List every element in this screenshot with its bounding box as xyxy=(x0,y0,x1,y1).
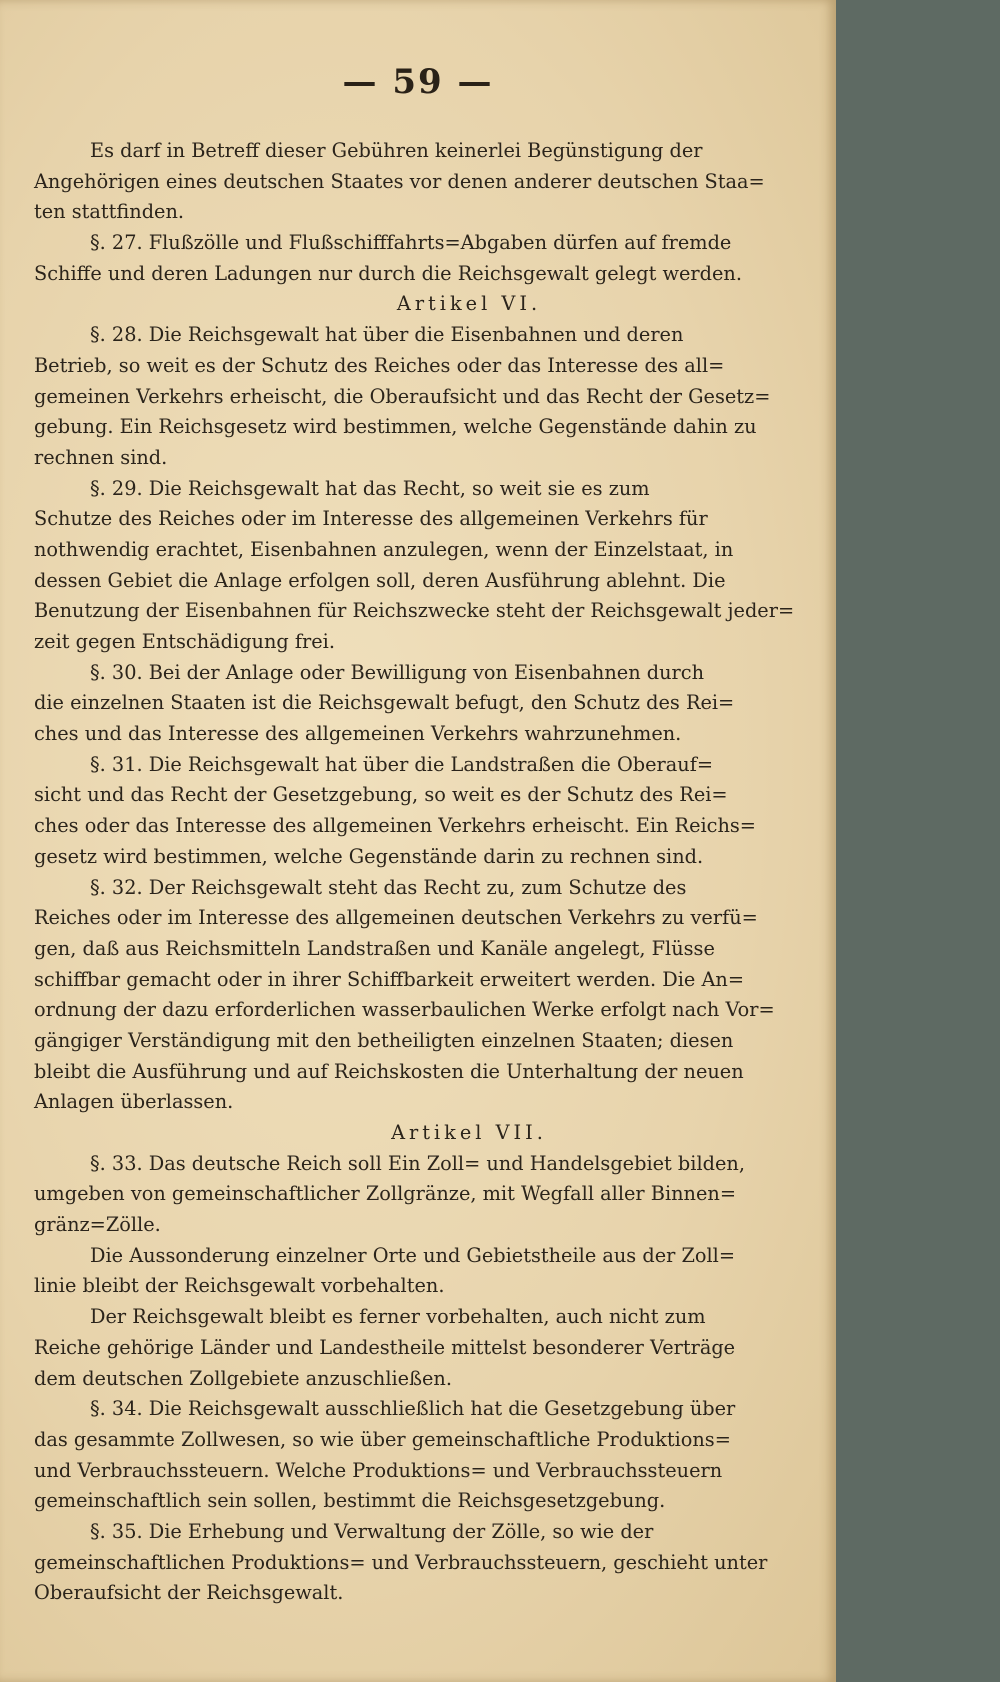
text-line: ches und das Interesse des allgemeinen Verkehrs wahrzunehmen. xyxy=(34,722,682,746)
text-line: §. 33. Das deutsche Reich soll Ein Zoll= und Handelsgebiet bilden, xyxy=(90,1151,745,1175)
text-line: linie bleibt der Reichsgewalt vorbehalten. xyxy=(34,1274,445,1298)
text-line: gebung. Ein Reichsgesetz wird bestimmen, welche Gegenstände dahin zu xyxy=(34,415,757,439)
text-line: Schiffe und deren Ladungen nur durch die Reichsgewalt gelegt werden. xyxy=(34,261,742,285)
text-line: Die Aussonderung einzelner Orte und Gebietstheile aus der Zoll= xyxy=(90,1243,736,1267)
text-line: und Verbrauchssteuern. Welche Produktions= und Verbrauchssteuern xyxy=(34,1458,723,1482)
text-line: gen, daß aus Reichsmitteln Landstraßen und Kanäle angelegt, Flüsse xyxy=(34,936,715,960)
text-line: rechnen sind. xyxy=(34,445,168,469)
text-line: Anlagen überlassen. xyxy=(34,1090,234,1114)
text-line: §. 35. Die Erhebung und Verwaltung der Zölle, so wie der xyxy=(90,1519,654,1543)
text-line: §. 29. Die Reichsgewalt hat das Recht, so weit sie es zum xyxy=(90,476,650,500)
text-line: Betrieb, so weit es der Schutz des Reiches oder das Interesse des all= xyxy=(34,353,725,377)
text-line: Es darf in Betreff dieser Gebühren keinerlei Begünstigung der xyxy=(90,139,703,162)
text-line: §. 32. Der Reichsgewalt steht das Recht zu, zum Schutze des xyxy=(90,875,687,899)
text-line: Reiche gehörige Länder und Landestheile mittelst besonderer Verträge xyxy=(34,1335,736,1359)
text-line: schiffbar gemacht oder in ihrer Schiffbarkeit erweitert werden. Die An= xyxy=(34,967,745,991)
text-line: umgeben von gemeinschaftlicher Zollgränze, mit Wegfall aller Binnen= xyxy=(34,1182,736,1206)
text-line: §. 28. Die Reichsgewalt hat über die Eisenbahnen und deren xyxy=(90,323,684,347)
text-line: gränz=Zölle. xyxy=(34,1213,161,1237)
page-text xyxy=(34,136,904,1609)
text-line: ordnung der dazu erforderlichen wasserbaulichen Werke erfolgt nach Vor= xyxy=(34,998,775,1022)
text-line: gemeinschaftlichen Produktions= und Verbrauchssteuern, geschieht unter xyxy=(34,1550,768,1574)
text-line: Reiches oder im Interesse des allgemeinen deutschen Verkehrs zu verfü= xyxy=(34,906,758,930)
text-line: die einzelnen Staaten ist die Reichsgewalt befugt, den Schutz des Rei= xyxy=(34,691,735,715)
text-line: Benutzung der Eisenbahnen für Reichszwecke steht der Reichsgewalt jeder= xyxy=(34,599,795,623)
text-line: §. 31. Die Reichsgewalt hat über die Landstraßen die Oberauf= xyxy=(90,752,714,776)
text-line: §. 30. Bei der Anlage oder Bewilligung von Eisenbahnen durch xyxy=(90,660,704,684)
text-line: Oberaufsicht der Reichsgewalt. xyxy=(34,1581,344,1605)
text-line: gemeinen Verkehrs erheischt, die Oberaufsicht und das Recht der Gesetz= xyxy=(34,384,771,408)
text-line: Schutze des Reiches oder im Interesse des allgemeinen Verkehrs für xyxy=(34,507,708,531)
text-line: Angehörigen eines deutschen Staates vor denen anderer deutschen Staa= xyxy=(34,169,765,193)
text-line: dessen Gebiet die Anlage erfolgen soll, deren Ausführung ablehnt. Die xyxy=(34,568,726,592)
text-line: gängiger Verständigung mit den betheiligten einzelnen Staaten; diesen xyxy=(34,1028,734,1052)
article-heading: Artikel VII. xyxy=(391,1121,547,1144)
text-line: gemeinschaftlich sein sollen, bestimmt die Reichsgesetzgebung. xyxy=(34,1489,666,1513)
text-line: nothwendig erachtet, Eisenbahnen anzulegen, wenn der Einzelstaat, in xyxy=(34,537,734,561)
article-heading: Artikel VI. xyxy=(396,292,542,316)
text-line: §. 34. Die Reichsgewalt ausschließlich hat die Gesetzgebung über xyxy=(90,1397,736,1421)
text-line: ten stattfinden. xyxy=(34,200,185,224)
text-line: bleibt die Ausführung und auf Reichskosten die Unterhaltung der neuen xyxy=(34,1059,744,1083)
text-line: §. 27. Flußzölle und Flußschifffahrts=Abgaben dürfen auf fremde xyxy=(90,231,732,255)
text-line: sicht und das Recht der Gesetzgebung, so weit es der Schutz des Rei= xyxy=(34,783,728,807)
text-line: ches oder das Interesse des allgemeinen Verkehrs erheischt. Ein Reichs= xyxy=(34,814,756,838)
text-line: Der Reichsgewalt bleibt es ferner vorbehalten, auch nicht zum xyxy=(90,1305,706,1329)
text-line: das gesammte Zollwesen, so wie über gemeinschaftliche Produktions= xyxy=(34,1427,731,1451)
text-line: zeit gegen Entschädigung frei. xyxy=(34,630,335,653)
page-number: — 59 — xyxy=(342,62,494,102)
text-line: gesetz wird bestimmen, welche Gegenstände darin zu rechnen sind. xyxy=(34,844,704,868)
text-line: dem deutschen Zollgebiete anzuschließen. xyxy=(34,1366,452,1390)
